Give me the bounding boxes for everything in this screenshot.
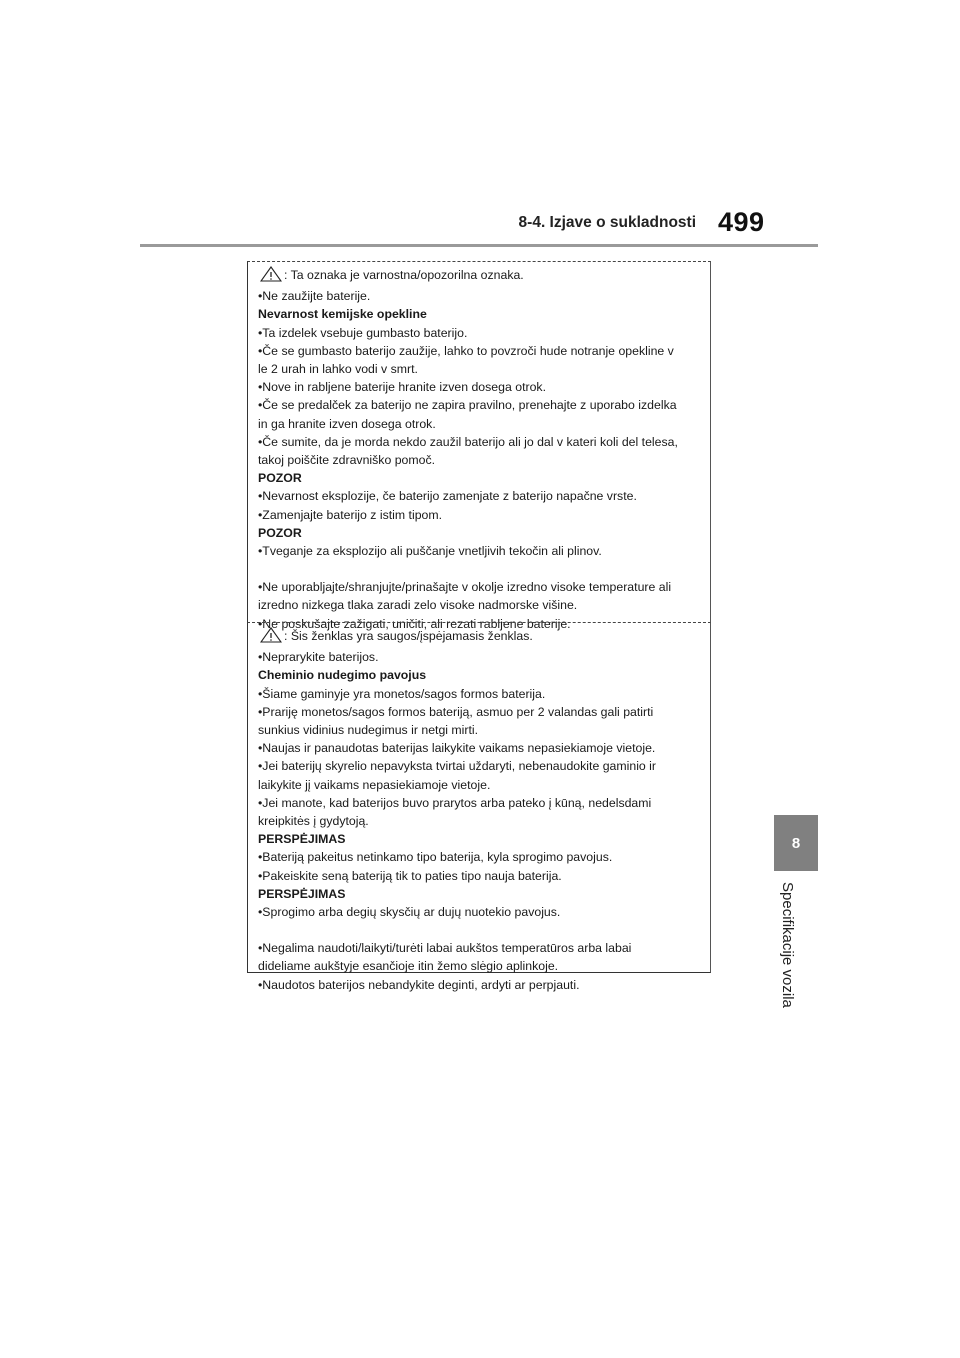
text-line: •Bateriją pakeitus netinkamo tipo baterija, kyla sprogimo pavojus.	[258, 850, 613, 865]
text-line: takoj poiščite zdravniško pomoč.	[258, 453, 436, 468]
text-line: •Če se predalček za baterijo ne zapira pravilno, prenehajte z uporabo izdelka	[258, 398, 677, 413]
text-line: •Nove in rabljene baterije hranite izven dosega otrok.	[258, 380, 546, 395]
chapter-tab[interactable]	[774, 815, 818, 871]
text-line: •Sprogimo arba degių skysčių ar dujų nuotekio pavojus.	[258, 905, 561, 920]
subheading: Nevarnost kemijske opekline	[258, 307, 427, 322]
text-line: •Zamenjajte baterijo z istim tipom.	[258, 507, 443, 522]
text-line: dideliame aukštyje esančioje itin žemo slėgio aplinkoje.	[258, 959, 559, 974]
subheading: PERSPĖJIMAS	[258, 832, 346, 847]
text-line: •Jei manote, kad baterijos buvo prarytos arba pateko į kūną, nedelsdami	[258, 795, 652, 810]
page-number: 499	[718, 207, 765, 237]
text-line: •Ne poskušajte zažigati, uničiti, ali rezati rabljene baterije.	[258, 616, 571, 631]
warning-label-line	[258, 627, 702, 648]
warning-label-text: : Šis ženklas yra saugos/įspėjamasis ženklas.	[284, 629, 533, 643]
spacer	[258, 560, 702, 578]
text-line: sunkius vidinius nudegimus ir netgi mirti.	[258, 723, 479, 738]
text-line: kreipkitės į gydytoją.	[258, 814, 369, 829]
chapter-label: Specifikacije vozila	[779, 882, 796, 1008]
text-line: izredno nizkega tlaka zaradi zelo visoke nadmorske višine.	[258, 598, 578, 613]
text-line: laikykite jį vaikams nepasiekiamoje vietoje.	[258, 777, 491, 792]
text-line: •Tveganje za eksplozijo ali puščanje vnetljivih tekočin ali plinov.	[258, 544, 602, 559]
text-line: in ga hranite izven dosega otrok.	[258, 416, 436, 431]
warning-triangle-icon	[260, 627, 282, 648]
warning-panel-slovenian	[247, 261, 711, 631]
text-line: •Naujas ir panaudotas baterijas laikykite vaikams nepasiekiamoje vietoje.	[258, 741, 656, 756]
text-line: •Neprarykite baterijos.	[258, 650, 379, 665]
text-line: •Če se gumbasto baterijo zaužije, lahko to povzroči hude notranje opekline v	[258, 343, 674, 358]
header-divider	[140, 244, 818, 247]
text-line: •Nevarnost eksplozije, če baterijo zamenjate z baterijo napačne vrste.	[258, 489, 637, 504]
text-line: •Jei baterijų skyrelio nepavyksta tvirtai uždaryti, nebenaudokite gaminio ir	[258, 759, 657, 774]
warning-triangle-icon	[260, 266, 282, 287]
chapter-number: 8	[791, 834, 801, 852]
text-line: •Ta izdelek vsebuje gumbasto baterijo.	[258, 325, 468, 340]
subheading: Cheminio nudegimo pavojus	[258, 668, 427, 683]
subheading: POZOR	[258, 471, 302, 486]
text-line: •Šiame gaminyje yra monetos/sagos formos baterija.	[258, 686, 546, 701]
text-line: •Če sumite, da je morda nekdo zaužil baterijo ali jo dal v kateri koli del telesa,	[258, 434, 678, 449]
text-line: •Negalima naudoti/laikyti/turėti labai aukštos temperatūros arba labai	[258, 941, 632, 956]
section-title: 8-4. Izjave o sukladnosti	[518, 214, 696, 231]
warning-panel-lithuanian	[247, 622, 711, 992]
text-line: •Ne uporabljajte/shranjujte/prinašajte v okolje izredno visoke temperature ali	[258, 580, 672, 595]
text-line: •Naudotos baterijos nebandykite deginti, ardyti ar perpjauti.	[258, 977, 580, 992]
text-line: •Pakeiskite seną bateriją tik to paties tipo nauja baterija.	[258, 868, 562, 883]
subheading: PERSPĖJIMAS	[258, 886, 346, 901]
warning-label-line	[258, 266, 702, 287]
spacer	[258, 921, 702, 939]
warning-label-text: : Ta oznaka je varnostna/opozorilna oznaka.	[284, 268, 524, 282]
text-line: le 2 urah in lahko vodi v smrt.	[258, 362, 418, 377]
text-line: •Prariję monetos/sagos formos bateriją, asmuo per 2 valandas gali patirti	[258, 704, 654, 719]
subheading: POZOR	[258, 525, 302, 540]
text-line: •Ne zaužijte baterije.	[258, 289, 371, 304]
